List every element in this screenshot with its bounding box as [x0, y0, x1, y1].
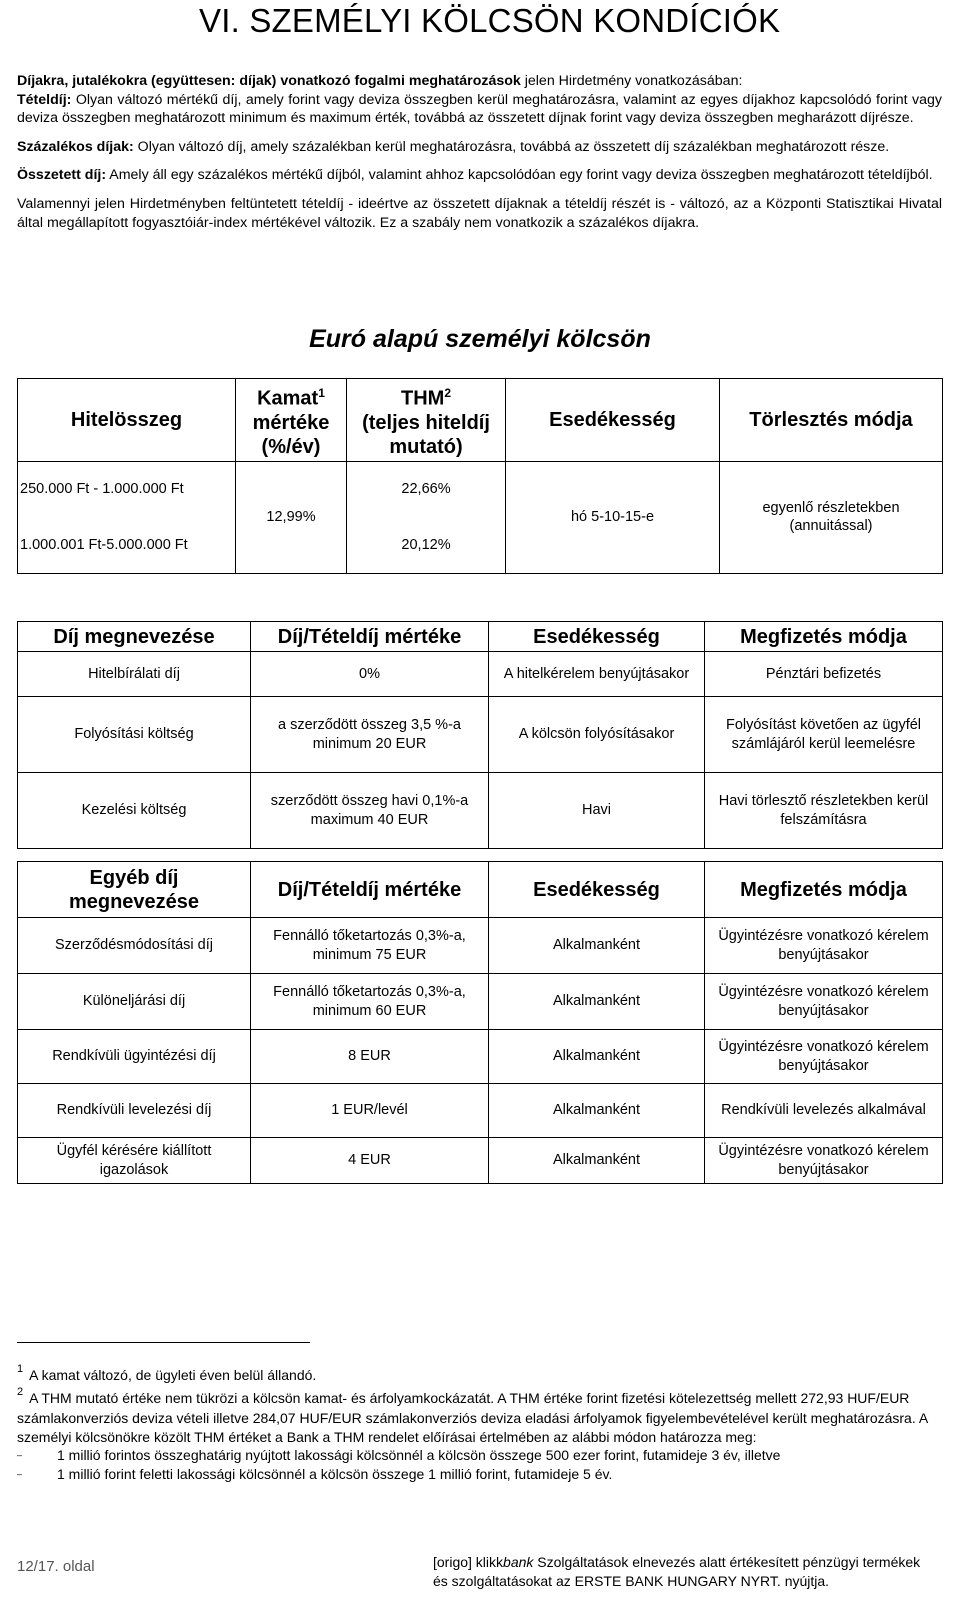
header-repay: Törlesztés módja	[720, 379, 943, 462]
table-row	[18, 652, 943, 697]
other-fee-payment: Ügyintézésre vonatkozó kérelem benyújtásakor	[705, 1138, 943, 1184]
szazalekos-label: Százalékos díjak:	[17, 138, 134, 155]
other-fee-name: Rendkívüli levelezési díj	[18, 1084, 251, 1138]
other-fee-name: Ügyfél kérésére kiállított igazolások	[18, 1138, 251, 1184]
other-fee-due: Alkalmanként	[489, 1138, 705, 1184]
header-other-fee-due: Esedékesség	[489, 862, 705, 918]
other-fee-amount: 4 EUR	[251, 1138, 489, 1184]
fee-amount: szerződött összeg havi 0,1%-a maximum 40 EUR	[251, 773, 489, 849]
other-fee-due: Alkalmanként	[489, 1084, 705, 1138]
other-fee-name: Szerződésmódosítási díj	[18, 918, 251, 974]
other-fee-payment: Ügyintézésre vonatkozó kérelem benyújtásakor	[705, 918, 943, 974]
definition-osszetett	[17, 166, 942, 185]
page-title: VI. SZEMÉLYI KÖLCSÖN KONDÍCIÓK	[199, 2, 781, 39]
header-due: Esedékesség	[506, 379, 720, 462]
fee-table	[17, 621, 943, 849]
osszetett-label: Összetett díj:	[17, 167, 107, 184]
amount-1: 250.000 Ft - 1.000.000 Ft	[18, 461, 236, 517]
other-fee-payment: Rendkívüli levelezés alkalmával	[705, 1084, 943, 1138]
other-fee-due: Alkalmanként	[489, 1030, 705, 1084]
fee-amount: a szerződött összeg 3,5 %-a minimum 20 EUR	[251, 697, 489, 773]
other-fee-payment: Ügyintézésre vonatkozó kérelem benyújtásakor	[705, 974, 943, 1030]
intro-heading: Díjakra, jutalékokra (együttesen: díjak) vonatkozó fogalmi meghatározások	[17, 73, 521, 89]
other-fee-due: Alkalmanként	[489, 974, 705, 1030]
table-row	[18, 773, 943, 849]
fee-payment: Folyósítást követően az ügyfél számlájáról kerül leemelésre	[705, 697, 943, 773]
table-row	[18, 1084, 943, 1138]
szazalekos-text: Olyan változó díj, amely százalékban kerül meghatározásra, továbbá az összetett díj százalékban meghatározott része.	[133, 138, 890, 155]
table-row	[18, 974, 943, 1030]
interest-rate: 12,99%	[236, 461, 347, 573]
page-number: 12/17. oldal	[17, 1558, 95, 1575]
amount-2: 1.000.001 Ft-5.000.000 Ft	[18, 517, 236, 573]
fee-amount: 0%	[251, 652, 489, 697]
teteldij-text: Olyan változó mértékű díj, amely forint vagy deviza összegben kerül meghatározásra, valamint az egyes díjakhoz kapcsolódó forint vagy deviza összegben meghatározott minimum és maximum érték, továbbá az összetett díjnak forint vagy deviza összegben megharázott díjrésze.	[17, 91, 942, 127]
header-amount: Hitelösszeg	[18, 379, 236, 462]
definitions-intro	[17, 72, 942, 128]
table-row	[18, 918, 943, 974]
osszetett-text: Amely áll egy százalékos mértékű díjból, valamint ahhoz kapcsolódóan egy forint vagy deviza összegben meghatározott tételdíjból.	[106, 167, 933, 184]
footnote-2: $^2$ A THM mutató értéke nem tükrözi a kölcsön kamat- és árfolyamkockázatát. A THM értéke forint fizetési kötelezettség mellett 272,93 HUF/EUR számlakonverziós deviza vételi illetve 284,07 HUF/EUR számlakonverziós deviza eladási árfolyamok figyelembevételével került meghatározásra. A személyi kölcsönökre közölt THM értéket a Bank a THM rendelet előírásai értelmében az alábbi módon határozza meg:	[17, 1385, 928, 1445]
header-other-fee-name: Egyéb díj megnevezése	[18, 862, 251, 918]
other-fee-table	[17, 861, 943, 1184]
other-fee-amount: 1 EUR/levél	[251, 1084, 489, 1138]
table-row	[18, 461, 943, 517]
footnote-1: $^1$ A kamat változó, de ügyleti éven belül állandó.	[17, 1363, 317, 1383]
fee-due: A kölcsön folyósításakor	[489, 697, 705, 773]
other-fee-amount: 8 EUR	[251, 1030, 489, 1084]
fee-name: Kezelési költség	[18, 773, 251, 849]
other-fee-table-header	[18, 862, 943, 918]
section-title: Euró alapú személyi kölcsön	[309, 325, 651, 353]
thm-1: 22,66%	[347, 461, 506, 517]
table-row	[18, 1030, 943, 1084]
loan-table-header	[18, 379, 943, 462]
footnote-bullet: ‒ 1 millió forintos összeghatárig nyújtott lakossági kölcsönnél a kölcsön összege 500 ezer forint, futamideje 3 év, illetve	[17, 1447, 781, 1463]
header-other-fee-amount: Díj/Tételdíj mértéke	[251, 862, 489, 918]
header-rate: Kamat$^1$ mértéke (%/év)	[236, 379, 347, 462]
other-fee-payment: Ügyintézésre vonatkozó kérelem benyújtásakor	[705, 1030, 943, 1084]
header-fee-name: Díj megnevezése	[18, 622, 251, 652]
fee-name: Folyósítási költség	[18, 697, 251, 773]
fee-payment: Pénztári befizetés	[705, 652, 943, 697]
definitions	[17, 72, 942, 242]
definition-szazalekos	[17, 138, 942, 157]
fee-due: Havi	[489, 773, 705, 849]
definition-valamennyi: Valamennyi jelen Hirdetményben feltüntetett tételdíj - ideértve az összetett díjaknak a tételdíj részét is - változó, az a Központi Statisztikai Hivatal által megállapított fogyasztóiár-index mértékével változik. Ez a szabály nem vonatkozik a százalékos díjakra.	[17, 195, 942, 231]
header-fee-due: Esedékesség	[489, 622, 705, 652]
due-value: hó 5-10-15-e	[506, 461, 720, 573]
footnote-divider	[17, 1342, 310, 1343]
header-fee-amount: Díj/Tételdíj mértéke	[251, 622, 489, 652]
fee-name: Hitelbírálati díj	[18, 652, 251, 697]
loan-table	[17, 378, 943, 574]
intro-rest: jelen Hirdetmény vonatkozásában:	[520, 73, 743, 89]
other-fee-amount: Fennálló tőketartozás 0,3%-a, minimum 75 EUR	[251, 918, 489, 974]
other-fee-due: Alkalmanként	[489, 918, 705, 974]
other-fee-name: Különeljárási díj	[18, 974, 251, 1030]
thm-2: 20,12%	[347, 517, 506, 573]
footer-text: [origo] klikkbank Szolgáltatások elnevezés alatt értékesített pénzügyi termékek és szolgáltatásokat az ERSTE BANK HUNGARY NYRT. nyújtja.	[433, 1554, 921, 1589]
teteldij-label: Tételdíj:	[17, 91, 72, 108]
table-row	[18, 1138, 943, 1184]
footnote-bullet: ‒ 1 millió forint feletti lakossági kölcsönnél a kölcsön összege 1 millió forint, futamideje 5 év.	[17, 1465, 613, 1482]
fee-due: A hitelkérelem benyújtásakor	[489, 652, 705, 697]
other-fee-name: Rendkívüli ügyintézési díj	[18, 1030, 251, 1084]
other-fee-amount: Fennálló tőketartozás 0,3%-a, minimum 60 EUR	[251, 974, 489, 1030]
header-other-fee-payment: Megfizetés módja	[705, 862, 943, 918]
header-fee-payment: Megfizetés módja	[705, 622, 943, 652]
header-thm: THM$^2$ (teljes hiteldíj mutató)	[347, 379, 506, 462]
repay-value: egyenlő részletekben (annuitással)	[720, 461, 943, 573]
table-row	[18, 697, 943, 773]
fee-table-header	[18, 622, 943, 652]
footnotes	[17, 1363, 942, 1483]
fee-payment: Havi törlesztő részletekben kerül felszámításra	[705, 773, 943, 849]
